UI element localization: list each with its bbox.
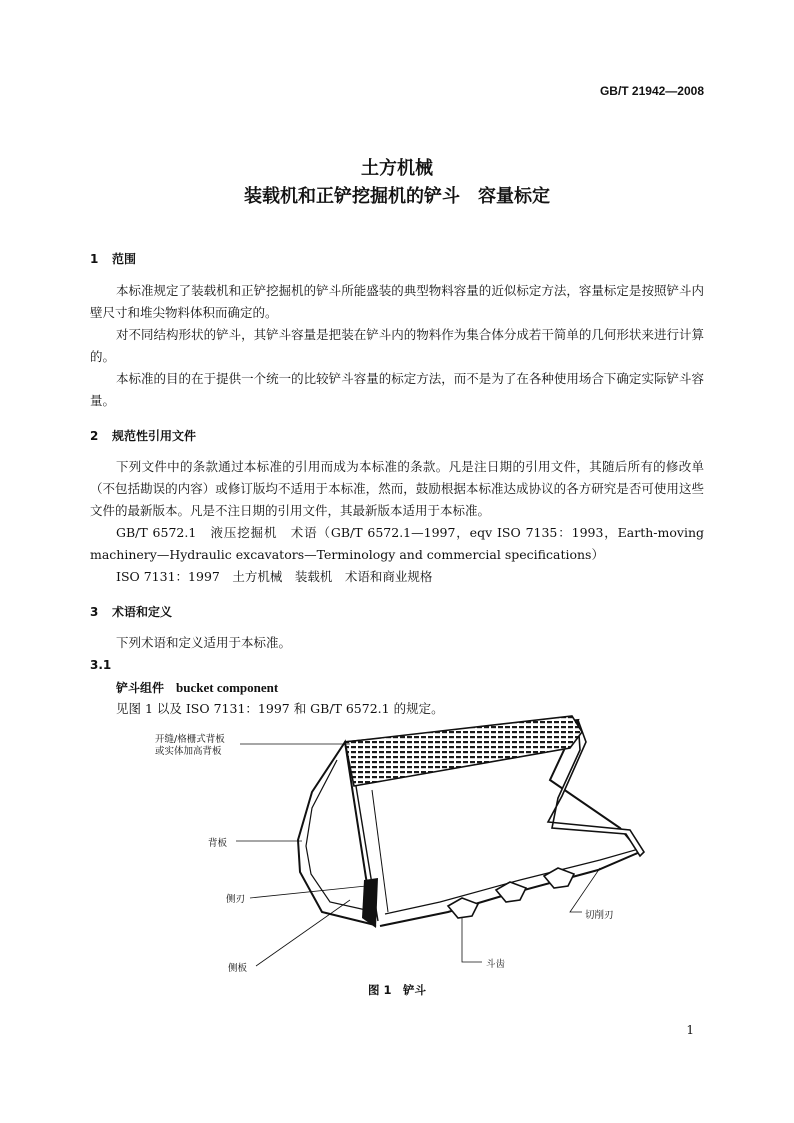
figure-caption: 图 1 铲斗 xyxy=(367,983,426,997)
paragraph: 对不同结构形状的铲斗，其铲斗容量是把装在铲斗内的物料作为集合体分成若干简单的几何形状来进行计算的。 xyxy=(90,327,704,364)
bucket-floor-line xyxy=(385,848,642,914)
title-line-1: 土方机械 xyxy=(361,158,433,179)
label-side-plate: 侧板 xyxy=(228,963,248,974)
grill-back-plate xyxy=(345,716,582,786)
section-number: 1 xyxy=(90,252,99,266)
tooth xyxy=(544,868,574,888)
section-title: 术语和定义 xyxy=(112,605,173,619)
reference-gb-t-6572-1: GB/T 6572.1 液压挖掘机 术语（GB/T 6572.1—1997，eqv ISO 7135：1993，Earth-moving machinery—Hydraulic excavators—Terminology and commercial specifications） xyxy=(90,525,704,562)
leader-line xyxy=(462,918,482,962)
label-teeth: 斗齿 xyxy=(486,959,506,970)
subsection-number: 3.1 xyxy=(90,658,112,672)
label-side-cutter: 侧刃 xyxy=(226,894,246,905)
label-grill-back-plate-1: 开缝/格栅式背板 xyxy=(155,734,225,745)
page-number: 1 xyxy=(686,1023,694,1037)
leader-line xyxy=(256,900,350,966)
paragraph: 本标准规定了装载机和正铲挖掘机的铲斗所能盛装的典型物料容量的近似标定方法，容量标定是按照铲斗内壁尺寸和堆尖物料体积而确定的。 xyxy=(90,283,704,320)
paragraph: 下列文件中的条款通过本标准的引用而成为本标准的条款。凡是注日期的引用文件，其随后所有的修改单（不包括勘误的内容）或修订版均不适用于本标准，然而，鼓励根据本标准达成协议的各方研究是否可使用这些文件的最新版本。凡是不注日期的引用文件，其最新版本适用于本标准。 xyxy=(90,459,704,518)
standard-number: GB/T 21942—2008 xyxy=(599,84,704,98)
paragraph: 下列术语和定义适用于本标准。 xyxy=(116,635,292,650)
label-back-plate: 背板 xyxy=(208,838,228,849)
paragraph: 本标准的目的在于提供一个统一的比较铲斗容量的标定方法，而不是为了在各种使用场合下确定实际铲斗容量。 xyxy=(90,371,704,408)
section-number: 2 xyxy=(90,429,99,443)
tooth xyxy=(448,898,478,918)
reference-iso-7131: ISO 7131：1997 土方机械 装载机 术语和商业规格 xyxy=(116,569,433,584)
section-title: 规范性引用文件 xyxy=(112,429,197,443)
term-definition: 见图 1 以及 ISO 7131：1997 和 GB/T 6572.1 的规定。 xyxy=(116,701,444,716)
title-line-2: 装载机和正铲挖掘机的铲斗 容量标定 xyxy=(244,186,550,207)
term-english: bucket component xyxy=(176,680,279,695)
section-title: 范围 xyxy=(112,252,137,266)
term-chinese: 铲斗组件 xyxy=(116,681,165,695)
section-number: 3 xyxy=(90,605,99,619)
label-grill-back-plate-2: 或实体加高背板 xyxy=(155,746,222,757)
label-cutting-edge: 切削刃 xyxy=(585,910,614,921)
